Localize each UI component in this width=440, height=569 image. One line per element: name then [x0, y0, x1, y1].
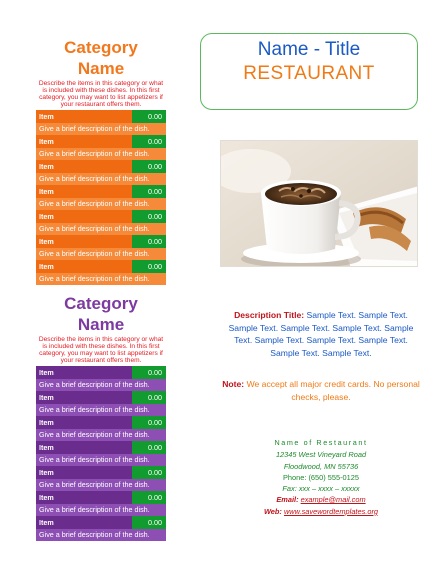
menu-item-desc-row	[36, 173, 166, 186]
item-description: Give a brief description of the dish.	[36, 529, 166, 542]
menu-item-desc-row	[36, 248, 166, 261]
item-name: Item	[36, 391, 132, 404]
item-name: Item	[36, 416, 132, 429]
item-price: 0.00	[132, 185, 166, 198]
menu-item-row	[36, 210, 166, 223]
menu-item-row	[36, 391, 166, 404]
menu-item-row	[36, 260, 166, 273]
item-price: 0.00	[132, 491, 166, 504]
web-line	[222, 506, 420, 517]
item-description: Give a brief description of the dish.	[36, 198, 166, 211]
note-text: We accept all major credit cards. No personal checks, please.	[246, 379, 420, 402]
description-label: Description Title:	[234, 310, 305, 320]
item-description: Give a brief description of the dish.	[36, 273, 166, 286]
category-section-2	[36, 293, 166, 541]
category-section-1	[36, 37, 166, 285]
menu-item-desc-row	[36, 198, 166, 211]
email-label: Email:	[276, 495, 299, 505]
note-block	[222, 378, 420, 404]
item-price: 0.00	[132, 516, 166, 529]
menu-item-row	[36, 185, 166, 198]
category-title: Category Name	[64, 38, 138, 78]
menu-item-row	[36, 441, 166, 454]
menu-item-row	[36, 491, 166, 504]
menu-item-row	[36, 366, 166, 379]
restaurant-name: Name of Restaurant	[274, 438, 368, 447]
item-name: Item	[36, 491, 132, 504]
item-price: 0.00	[132, 160, 166, 173]
item-description: Give a brief description of the dish.	[36, 479, 166, 492]
menu-item-desc-row	[36, 404, 166, 417]
item-name: Item	[36, 110, 132, 123]
web-label: Web:	[263, 506, 282, 516]
item-price: 0.00	[132, 391, 166, 404]
city-state-zip: Floodwood, MN 55736	[283, 461, 359, 471]
item-name: Item	[36, 260, 132, 273]
web-link[interactable]: www.savewordtemplates.org	[283, 506, 379, 516]
item-description: Give a brief description of the dish.	[36, 404, 166, 417]
restaurant-heading: RESTAURANT	[243, 63, 375, 84]
menu-item-desc-row	[36, 504, 166, 517]
menu-item-desc-row	[36, 123, 166, 136]
coffee-photo	[220, 140, 418, 267]
menu-item-desc-row	[36, 379, 166, 392]
item-name: Item	[36, 466, 132, 479]
contact-block	[222, 437, 420, 517]
menu-item-desc-row	[36, 223, 166, 236]
item-price: 0.00	[132, 110, 166, 123]
street-address: 12345 West Vineyard Road	[275, 450, 367, 460]
menu-item-desc-row	[36, 273, 166, 286]
item-price: 0.00	[132, 235, 166, 248]
restaurant-title-box	[200, 33, 418, 110]
item-name: Item	[36, 441, 132, 454]
item-price: 0.00	[132, 441, 166, 454]
item-price: 0.00	[132, 210, 166, 223]
item-price: 0.00	[132, 260, 166, 273]
menu-table	[36, 366, 166, 541]
item-description: Give a brief description of the dish.	[36, 379, 166, 392]
category-description: Describe the items in this category or what is included with these dishes. In this first category, you may want to list appetizers if your restaurant offers them.	[38, 336, 164, 364]
category-description: Describe the items in this category or what is included with these dishes. In this first category, you may want to list appetizers if your restaurant offers them.	[38, 80, 164, 108]
item-description: Give a brief description of the dish.	[36, 223, 166, 236]
item-name: Item	[36, 210, 132, 223]
item-price: 0.00	[132, 366, 166, 379]
item-description: Give a brief description of the dish.	[36, 504, 166, 517]
item-price: 0.00	[132, 466, 166, 479]
item-description: Give a brief description of the dish.	[36, 123, 166, 136]
item-name: Item	[36, 235, 132, 248]
menu-item-desc-row	[36, 148, 166, 161]
fax-number: Fax: xxx – xxxx – xxxxx	[282, 484, 360, 494]
menu-item-desc-row	[36, 479, 166, 492]
item-description: Give a brief description of the dish.	[36, 173, 166, 186]
item-price: 0.00	[132, 416, 166, 429]
menu-item-row	[36, 160, 166, 173]
item-name: Item	[36, 516, 132, 529]
item-description: Give a brief description of the dish.	[36, 248, 166, 261]
item-description: Give a brief description of the dish.	[36, 454, 166, 467]
email-line	[222, 494, 420, 505]
item-name: Item	[36, 135, 132, 148]
item-price: 0.00	[132, 135, 166, 148]
menu-item-row	[36, 135, 166, 148]
menu-table	[36, 110, 166, 285]
coffee-cup-illustration	[221, 141, 418, 267]
item-name: Item	[36, 366, 132, 379]
item-name: Item	[36, 160, 132, 173]
menu-item-row	[36, 110, 166, 123]
menu-item-row	[36, 466, 166, 479]
category-title: Category Name	[64, 294, 138, 334]
item-description: Give a brief description of the dish.	[36, 148, 166, 161]
item-name: Item	[36, 185, 132, 198]
phone-number: Phone: (650) 555-0125	[282, 472, 360, 482]
description-block	[222, 309, 420, 359]
menu-item-desc-row	[36, 454, 166, 467]
name-title: Name - Title	[257, 39, 361, 60]
menu-item-row	[36, 416, 166, 429]
note-label: Note:	[222, 379, 245, 389]
email-link[interactable]: example@mail.com	[300, 495, 366, 505]
menu-item-row	[36, 235, 166, 248]
menu-item-row	[36, 516, 166, 529]
menu-item-desc-row	[36, 529, 166, 542]
item-description: Give a brief description of the dish.	[36, 429, 166, 442]
menu-item-desc-row	[36, 429, 166, 442]
description-text: Sample Text. Sample Text. Sample Text. Sample Text. Sample Text. Sample Text. Sample Text. Sample Text. Sample Text. Sample Text. Sample Text.	[228, 310, 414, 358]
